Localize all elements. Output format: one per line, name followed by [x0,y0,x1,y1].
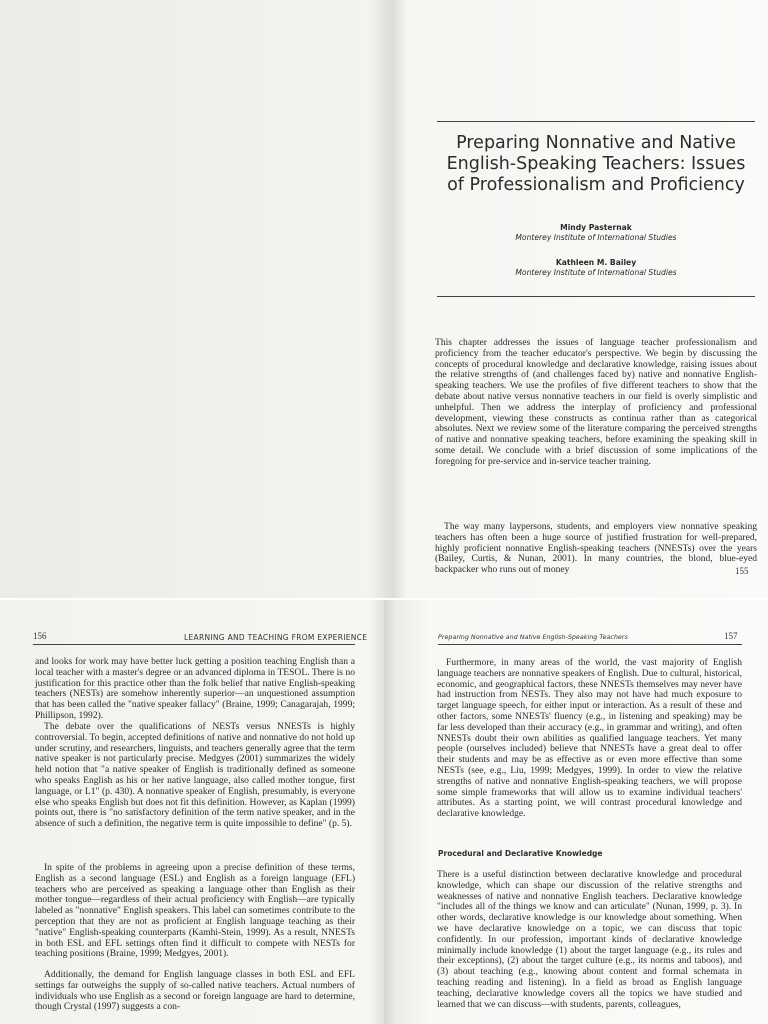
abstract-paragraph: This chapter addresses the issues of language teacher professionalism and proficiency from the teacher educator's perspective. We begin by discussing the concepts of procedural knowledge and declarative knowledge, raising issues about the relative strengths of (and challenges faced by) native and nonnative English-speaking teachers. We use the profiles of five different teachers to show that the debate about native versus nonnative teachers in our field is overly simplistic and unhelpful. Then we address the interplay of proficiency and professional development, viewing these constructs as continua rather than as categorical absolutes. Next we review some of the literature comparing the perceived strengths of native and nonnative speaking teachers, before examining the speaking skill in some detail. We conclude with a brief discussion of some implications of the foregoing for pre-service and in-service teacher training. [435,337,757,467]
title-bottom-rule [437,296,755,297]
author-affiliation: Monterey Institute of International Studies [515,233,677,242]
chapter-title: Preparing Nonnative and Native English-Speaking Teachers: Issues of Professionalism and Proficiency [446,133,746,195]
page-number: 155 [735,566,749,576]
author-name: Mindy Pasternak [560,223,632,232]
body-paragraph: Furthermore, in many areas of the world, the vast majority of English language teachers are nonnative speakers of English. Due to cultural, historical, economic, and geographical factors, these NNESTs themselves may never have had instruction from NESTs. They also may not have had much exposure to target language speech, for either input or interaction. As a result of these and other factors, some NNESTs' fluency (e.g., in listening and speaking) may be far less developed than their accuracy (e.g., in grammar and writing), and often NNESTs doubt their own abilities as qualified language teachers. Yet many people (ourselves included) believe that NNESTs have a great deal to offer their students and may be as effective as or even more effective than some NESTs (see, e.g., Liu, 1999; Medgyes, 1999). In order to view the relative strengths of native and nonnative English-speaking teachers, we will propose some simple frameworks that will allow us to examine individual teachers' attributes. As a starting point, we will contrast procedural knowledge and declarative knowledge. [437,657,742,820]
author-block-1 [437,223,755,243]
intro-paragraph: The way many laypersons, students, and employers view nonnative speaking teachers has often been a huge source of justified frustration for well-prepared, highly proficient nonnative English-speaking teachers (NNESTs) over the years (Bailey, Curtis, & Nunan, 2001). In many countries, the blond, blue-eyed backpacker who runs out of money [435,521,757,576]
body-paragraph: The debate over the qualifications of NESTs versus NNESTs is highly controversial. To begin, accepted definitions of native and nonnative do not hold up under scrutiny, and researchers, linguists, and teachers generally agree that the term native speaker is not particularly precise. Medgyes (2001) summarizes the widely held notion that "a native speaker of English is traditionally defined as someone who speaks English as his or her native language, also called mother tongue, first language, or L1" (p. 430). A nonnative speaker of English, presumably, is everyone else who speaks English but does not fit this definition. However, as Kaplan (1999) points out, there is "no satisfactory definition of the term native speaker, and in the absence of such a definition, the negative term is quite impossible to define" (p. 5). [35,721,355,830]
author-block-2 [437,258,755,278]
author-name: Kathleen M. Bailey [555,258,637,267]
body-paragraph: In spite of the problems in agreeing upon a precise definition of these terms, English as a second language (ESL) and English as a foreign language (EFL) teachers who are perceived as speaking a language other than English as their mother tongue—regardless of their actual proficiency with English—are typically labeled as "nonnative" English speakers. This label can sometimes contribute to the perception that they are not as proficient at English language teaching as their "native" English-speaking counterparts (Kamhi-Stein, 1999). As a result, NNESTs in both ESL and EFL settings often find it difficult to compete with NESTs for teaching positions (Braine, 1999; Medgyes, 2001). [35,862,355,960]
body-paragraph: Additionally, the demand for English language classes in both ESL and EFL settings far outweighs the supply of so-called native teachers. Actual numbers of individuals who use English as a second or foreign language are hard to determine, though Crystal (1997) suggests a con- [35,969,355,1013]
header-rule [438,644,742,645]
running-head: LEARNING AND TEACHING FROM EXPERIENCE [184,633,368,642]
body-paragraph: and looks for work may have better luck getting a position teaching English than a local teacher with a master's degree or an advanced diploma in TESOL. There is no justification for this practice other than the folk belief that native English-speaking teachers (NESTs) are somehow inherently superior—an unquestioned assumption that has been called the "native speaker fallacy" (Braine, 1999; Canagarajah, 1999; Phillipson, 1992). [35,656,355,721]
author-affiliation: Monterey Institute of International Studies [515,268,677,277]
section-heading: Procedural and Declarative Knowledge [438,849,603,858]
page-number: 156 [33,631,47,641]
body-paragraph: There is a useful distinction between declarative knowledge and procedural knowledge, which can shape our discussion of the relative strengths and weaknesses of native and nonnative English teachers. Declarative knowledge "includes all of the things we know and can articulate" (Nunan, 1999, p. 3). In other words, declarative knowledge is our knowledge about something. When we have declarative knowledge on a topic, we can discuss that topic confidently. In our profession, important kinds of declarative knowledge minimally include knowledge (1) about the target language (e.g., its rules and their exceptions), (2) about the target culture (e.g., its norms and taboos), and (3) about teaching (e.g., knowing about content and formal schemata in teaching reading and listening). In a field as broad as English language teaching, declarative knowledge covers all the topics we have studied and learned that we can discuss—with students, parents, colleagues, [437,869,742,1010]
book-page-156 [0,600,384,1024]
page-number: 157 [724,631,738,641]
header-rule [33,644,355,645]
title-top-rule [437,121,755,122]
running-head: Preparing Nonnative and Native English-Speaking Teachers [438,633,628,641]
book-page-157 [384,600,768,1024]
